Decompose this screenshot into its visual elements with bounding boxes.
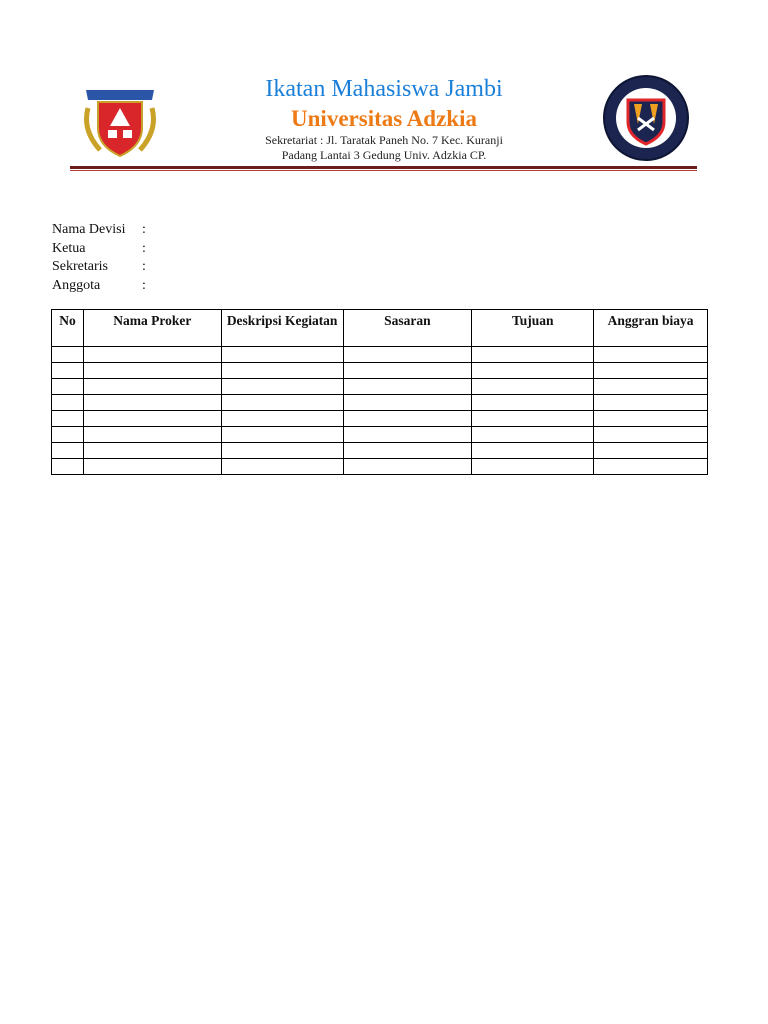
table-cell[interactable] [472, 443, 594, 459]
table-cell[interactable] [472, 411, 594, 427]
info-label: Nama Devisi [52, 222, 126, 237]
col-header-nama-proker: Nama Proker [83, 310, 221, 347]
table-row [52, 395, 708, 411]
table-cell[interactable] [472, 427, 594, 443]
table-cell[interactable] [83, 459, 221, 475]
table-cell[interactable] [221, 443, 343, 459]
ikatan-mahasiswa-jambi-logo-icon [602, 74, 690, 162]
table-cell[interactable] [594, 459, 708, 475]
table-row [52, 347, 708, 363]
table-cell[interactable] [343, 347, 472, 363]
col-header-tujuan: Tujuan [472, 310, 594, 347]
table-cell[interactable] [594, 443, 708, 459]
table-cell[interactable] [52, 443, 84, 459]
info-label: Ketua [52, 240, 86, 256]
table-cell[interactable] [221, 363, 343, 379]
info-colon: : [142, 222, 146, 237]
table-cell[interactable] [221, 427, 343, 443]
table-cell[interactable] [83, 395, 221, 411]
info-row-anggota [52, 277, 152, 296]
table-body [52, 347, 708, 475]
table-cell[interactable] [343, 411, 472, 427]
table-header-row [52, 310, 708, 347]
table-cell[interactable] [52, 363, 84, 379]
col-header-sasaran: Sasaran [343, 310, 472, 347]
table-cell[interactable] [472, 379, 594, 395]
info-row-sekretaris [52, 258, 152, 277]
university-title: Universitas Adzkia [291, 106, 477, 131]
table-cell[interactable] [52, 411, 84, 427]
info-label: Anggota [52, 277, 101, 293]
table-row [52, 411, 708, 427]
table-cell[interactable] [221, 459, 343, 475]
table-cell[interactable] [343, 459, 472, 475]
table-cell[interactable] [83, 427, 221, 443]
table-row [52, 363, 708, 379]
header-divider [70, 166, 697, 169]
address-line-2: Padang Lantai 3 Gedung Univ. Adzkia CP. [281, 148, 487, 162]
program-table [51, 309, 708, 475]
info-row-ketua [52, 240, 152, 259]
table-cell[interactable] [83, 347, 221, 363]
table-cell[interactable] [52, 395, 84, 411]
table-cell[interactable] [221, 411, 343, 427]
org-title: Ikatan Mahasiswa Jambi [265, 76, 503, 102]
address-line-1: Sekretariat : Jl. Taratak Paneh No. 7 Kec. Kuranji [265, 133, 503, 147]
table-cell[interactable] [83, 443, 221, 459]
table-row [52, 443, 708, 459]
table-row [52, 459, 708, 475]
table-cell[interactable] [594, 411, 708, 427]
table-cell[interactable] [221, 379, 343, 395]
division-info [52, 221, 152, 295]
table-cell[interactable] [83, 411, 221, 427]
table-cell[interactable] [594, 379, 708, 395]
table-cell[interactable] [52, 459, 84, 475]
table-cell[interactable] [594, 363, 708, 379]
table-cell[interactable] [83, 363, 221, 379]
table-cell[interactable] [594, 427, 708, 443]
table-cell[interactable] [472, 459, 594, 475]
table-cell[interactable] [221, 347, 343, 363]
table-cell[interactable] [343, 395, 472, 411]
info-row-nama-devisi [52, 221, 152, 240]
info-colon: : [142, 259, 146, 274]
table-cell[interactable] [52, 347, 84, 363]
table-cell[interactable] [472, 395, 594, 411]
header-divider-thin [70, 170, 697, 171]
universitas-adzkia-logo-icon [78, 78, 162, 162]
info-label: Sekretaris [52, 259, 108, 274]
table-cell[interactable] [472, 363, 594, 379]
info-colon: : [142, 277, 146, 293]
table-cell[interactable] [472, 347, 594, 363]
table-cell[interactable] [52, 427, 84, 443]
table-cell[interactable] [343, 443, 472, 459]
col-header-deskripsi-kegiatan: Deskripsi Kegiatan [221, 310, 343, 347]
table-row [52, 379, 708, 395]
table-cell[interactable] [343, 379, 472, 395]
table-cell[interactable] [221, 395, 343, 411]
table-row [52, 427, 708, 443]
table-cell[interactable] [52, 379, 84, 395]
table-cell[interactable] [594, 347, 708, 363]
table-cell[interactable] [83, 379, 221, 395]
info-colon: : [142, 240, 146, 256]
table-cell[interactable] [343, 363, 472, 379]
table-cell[interactable] [343, 427, 472, 443]
col-header-anggran-biaya: Anggran biaya [594, 310, 708, 347]
table-cell[interactable] [594, 395, 708, 411]
col-header-no: No [52, 310, 84, 347]
